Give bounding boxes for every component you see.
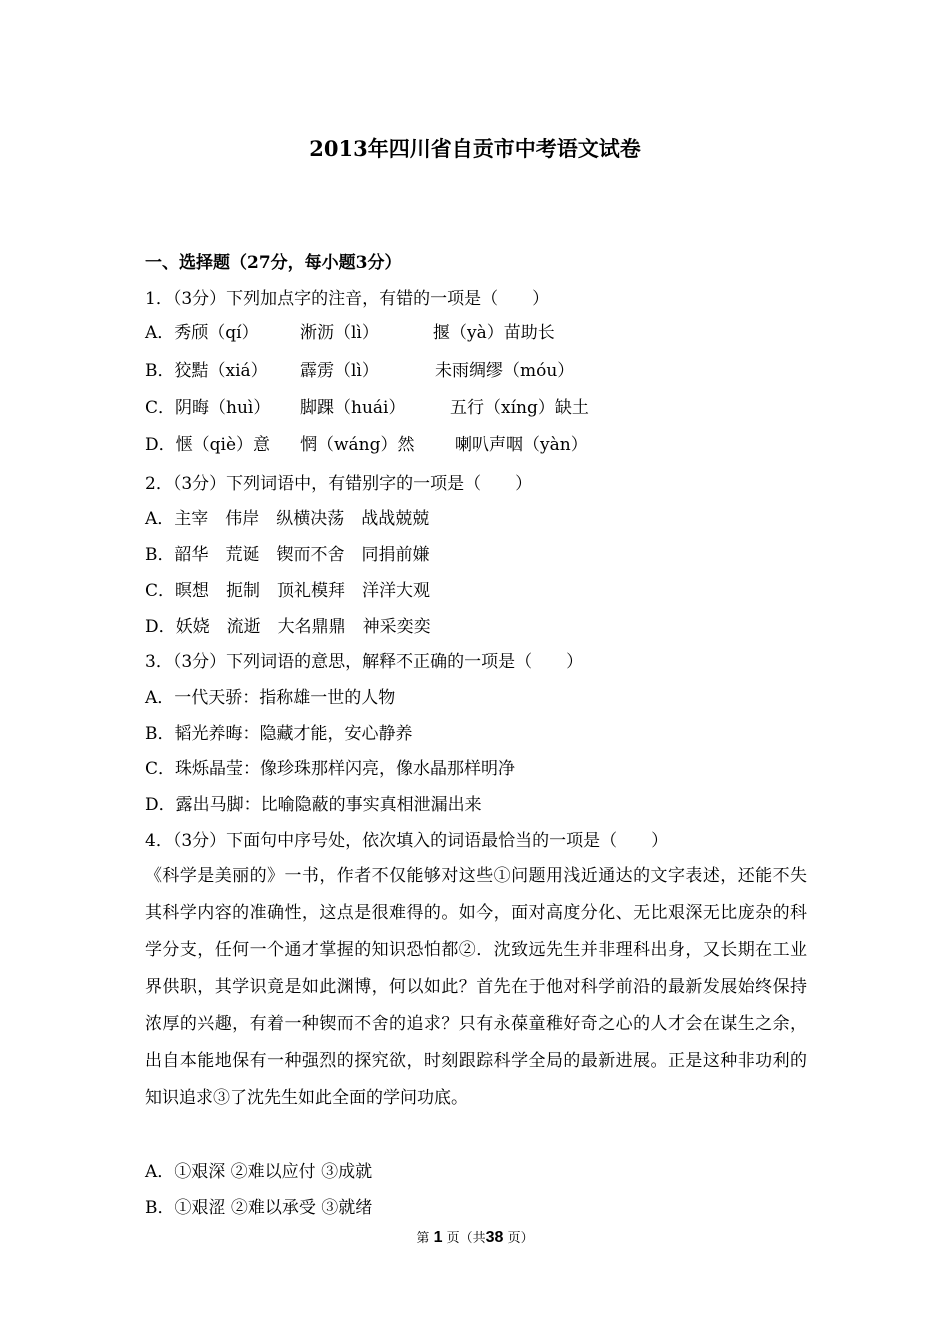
option-b-part-2: 霹雳（lì） bbox=[300, 361, 379, 381]
page-title: 2013年四川省自贡市中考语文试卷 bbox=[309, 136, 641, 161]
footer-suffix: 页） bbox=[507, 1231, 534, 1246]
question-1-option-c bbox=[145, 395, 589, 421]
option-a-part-1: A．秀颀（qí） bbox=[145, 323, 259, 343]
question-3-option-c: C．珠烁晶莹：像珍珠那样闪亮，像水晶那样明净 bbox=[145, 759, 516, 779]
option-d-part-2: 惘（wáng）然 bbox=[300, 435, 415, 455]
question-3-stem: 3．（3分）下列词语的意思，解释不正确的一项是（ ） bbox=[145, 652, 584, 672]
question-3-option-a: A．一代天骄：指称雄一世的人物 bbox=[145, 688, 396, 708]
question-4-option-a: A．①艰深 ②难以应付 ③成就 bbox=[145, 1162, 373, 1182]
question-1-option-a bbox=[145, 320, 555, 346]
question-2-option-c: C．暝想 扼制 顶礼模拜 洋洋大观 bbox=[145, 581, 431, 601]
question-4-stem: 4．（3分）下面句中序号处，依次填入的词语最恰当的一项是（ ） bbox=[145, 831, 669, 851]
footer-total-pages: 38 bbox=[485, 1229, 504, 1246]
page-footer bbox=[0, 1227, 950, 1250]
question-2-option-b: B．韶华 荒诞 锲而不舍 同捐前嫌 bbox=[145, 545, 430, 565]
question-3-option-d: D．露出马脚：比喻隐蔽的事实真相泄漏出来 bbox=[145, 795, 482, 815]
question-4-option-b: B．①艰涩 ②难以承受 ③就绪 bbox=[145, 1198, 373, 1218]
question-1-option-b bbox=[145, 358, 574, 384]
option-a-part-2: 淅沥（lì） bbox=[300, 323, 379, 343]
question-3-option-b: B．韬光养晦：隐藏才能，安心静养 bbox=[145, 724, 413, 744]
question-4-passage: 《科学是美丽的》一书，作者不仅能够对这些①问题用浅近通达的文字表述，还能不失其科学内容的准确性，这点是很难得的。如今，面对高度分化、无比艰深无比庞杂的科学分支，任何一个通才掌握的知识恐怕都②．沈致远先生并非理科出身，又长期在工业界供职，其学识竟是如此渊博，何以如此？首先在于他对科学前沿的最新发展始终保持浓厚的兴趣，有着一种锲而不舍的追求？只有永葆童稚好奇之心的人才会在谋生之余，出自本能地保有一种强烈的探究欲，时刻跟踪科学全局的最新进展。正是这种非功利的知识追求③了沈先生如此全面的学问功底。 bbox=[145, 866, 807, 1108]
option-d-part-3: 喇叭声咽（yàn） bbox=[455, 435, 588, 455]
option-c-part-3: 五行（xíng）缺土 bbox=[450, 398, 589, 418]
question-2-stem: 2．（3分）下列词语中，有错别字的一项是（ ） bbox=[145, 474, 533, 494]
section-heading: 一、选择题（27分，每小题3分） bbox=[145, 253, 402, 273]
question-1-option-d bbox=[145, 432, 588, 458]
footer-middle: 页（共 bbox=[446, 1231, 486, 1246]
question-1-stem: 1．（3分）下列加点字的注音，有错的一项是（ ） bbox=[145, 289, 550, 309]
option-c-part-2: 脚踝（huái） bbox=[300, 398, 406, 418]
question-2-option-d: D．妖娆 流逝 大名鼎鼎 神采奕奕 bbox=[145, 617, 431, 637]
option-c-part-1: C．阴晦（huì） bbox=[145, 398, 271, 418]
option-a-part-3: 揠（yà）苗助长 bbox=[433, 323, 555, 343]
footer-prefix: 第 bbox=[416, 1231, 430, 1246]
option-d-part-1: D．惬（qiè）意 bbox=[145, 435, 271, 455]
question-2-option-a: A．主宰 伟岸 纵横决荡 战战兢兢 bbox=[145, 509, 430, 529]
option-b-part-1: B．狡黠（xiá） bbox=[145, 361, 268, 381]
option-b-part-3: 未雨绸缪（móu） bbox=[435, 361, 575, 381]
footer-page-number: 1 bbox=[433, 1229, 443, 1246]
